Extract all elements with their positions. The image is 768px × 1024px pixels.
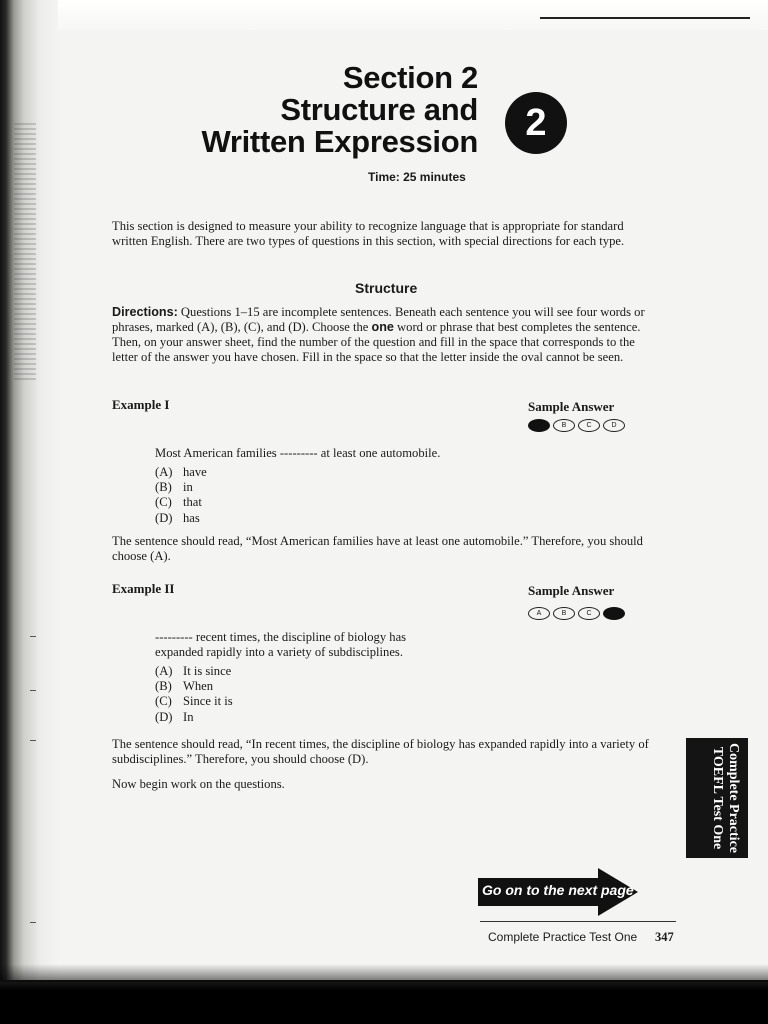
top-rule	[540, 17, 750, 19]
answer-oval: B	[553, 419, 575, 432]
directions-text-2: word or phrase that best completes the sentence. Then, on your answer sheet, find the number of the question and fill in the space that corresponds to the letter of the answer you have chosen. Fill in the space so that the letter inside the oval cannot be seen.	[112, 320, 641, 364]
section-title-line-2: Structure and	[280, 92, 478, 127]
choice-letter: (D)	[155, 510, 173, 525]
margin-tick	[30, 740, 36, 741]
choice-text: Since it is	[183, 694, 233, 709]
footer-title: Complete Practice Test One	[488, 930, 638, 944]
example-2-explanation: The sentence should read, “In recent times, the discipline of biology has expanded rapidly into a variety of subdisciplines.” Therefore, you should choose (D).	[112, 737, 649, 766]
margin-tick	[30, 690, 36, 691]
choice-item	[155, 495, 207, 510]
choice-text: have	[183, 465, 207, 479]
answer-oval	[528, 419, 550, 432]
example-1-choices	[155, 465, 207, 526]
footer-rule	[480, 921, 676, 922]
choice-item	[155, 511, 207, 526]
choice-letter: (A)	[155, 664, 173, 678]
section-title	[201, 62, 478, 158]
example-1-label: Example I	[112, 397, 170, 412]
choice-item	[155, 694, 233, 709]
choice-item	[155, 710, 233, 725]
choice-letter: (D)	[155, 709, 173, 724]
choice-letter: (A)	[155, 465, 173, 479]
section-title-line-3: Written Expression	[201, 124, 478, 159]
example-2-choices	[155, 664, 233, 725]
next-page-label: Go on to the next page	[482, 882, 634, 898]
time-limit: Time: 25 minutes	[368, 170, 466, 184]
example-1-answer-ovals	[528, 419, 625, 432]
choice-text: that	[183, 495, 202, 510]
answer-oval: D	[603, 419, 625, 432]
directions-label: Directions:	[112, 305, 178, 319]
begin-instruction: Now begin work on the questions.	[112, 777, 285, 791]
choice-item	[155, 480, 207, 495]
section-title-line-1: Section 2	[342, 60, 478, 95]
choice-item	[155, 664, 233, 679]
example-1-explanation: The sentence should read, “Most American families have at least one automobile.” Therefore, you should choose (A).	[112, 534, 643, 563]
answer-oval: B	[553, 607, 575, 620]
side-tab	[686, 738, 748, 858]
answer-oval	[603, 607, 625, 620]
example-1-sample-label: Sample Answer	[528, 399, 615, 414]
answer-oval: A	[528, 607, 550, 620]
choice-text: in	[183, 480, 193, 495]
section-number-badge: 2	[505, 92, 567, 154]
choice-item	[155, 465, 207, 480]
directions-emphasis: one	[371, 320, 394, 334]
structure-heading: Structure	[355, 280, 418, 296]
choice-text: has	[183, 510, 200, 525]
example-2-sample-label: Sample Answer	[528, 583, 615, 598]
scan-shadow-bottom	[0, 980, 768, 1024]
margin-tick	[30, 922, 36, 923]
choice-letter: (C)	[155, 694, 172, 709]
answer-oval: C	[578, 419, 600, 432]
choice-text: It is since	[183, 664, 232, 678]
side-tab-label: Complete Practice TOEFL Test One	[710, 743, 741, 853]
example-2-question: --------- recent times, the discipline of biology has expanded rapidly into a variety of subdisciplines.	[155, 630, 407, 659]
example-2-answer-ovals	[528, 607, 625, 620]
choice-item	[155, 679, 233, 694]
choice-letter: (B)	[155, 679, 172, 694]
intro-paragraph: This section is designed to measure your ability to recognize language that is appropriate for standard written English. There are two types of questions in this section, with special directions for each type.	[112, 219, 625, 248]
choice-text: When	[183, 679, 214, 694]
choice-letter: (C)	[155, 495, 172, 510]
directions-paragraph	[112, 305, 660, 365]
page-number: 347	[655, 930, 674, 944]
example-1-question: Most American families --------- at least one automobile.	[155, 446, 441, 460]
choice-letter: (B)	[155, 480, 172, 495]
directions-text-1: Questions 1–15 are incomplete sentences. Beneath each sentence you will see four words or phrases, marked (A), (B), (C), and (D). Choose the	[112, 305, 645, 334]
choice-text: In	[183, 709, 194, 724]
answer-oval: C	[578, 607, 600, 620]
scan-shadow-left	[0, 0, 58, 1024]
example-2-label: Example II	[112, 581, 175, 596]
margin-tick	[30, 636, 36, 637]
scan-top-edge	[58, 0, 768, 30]
